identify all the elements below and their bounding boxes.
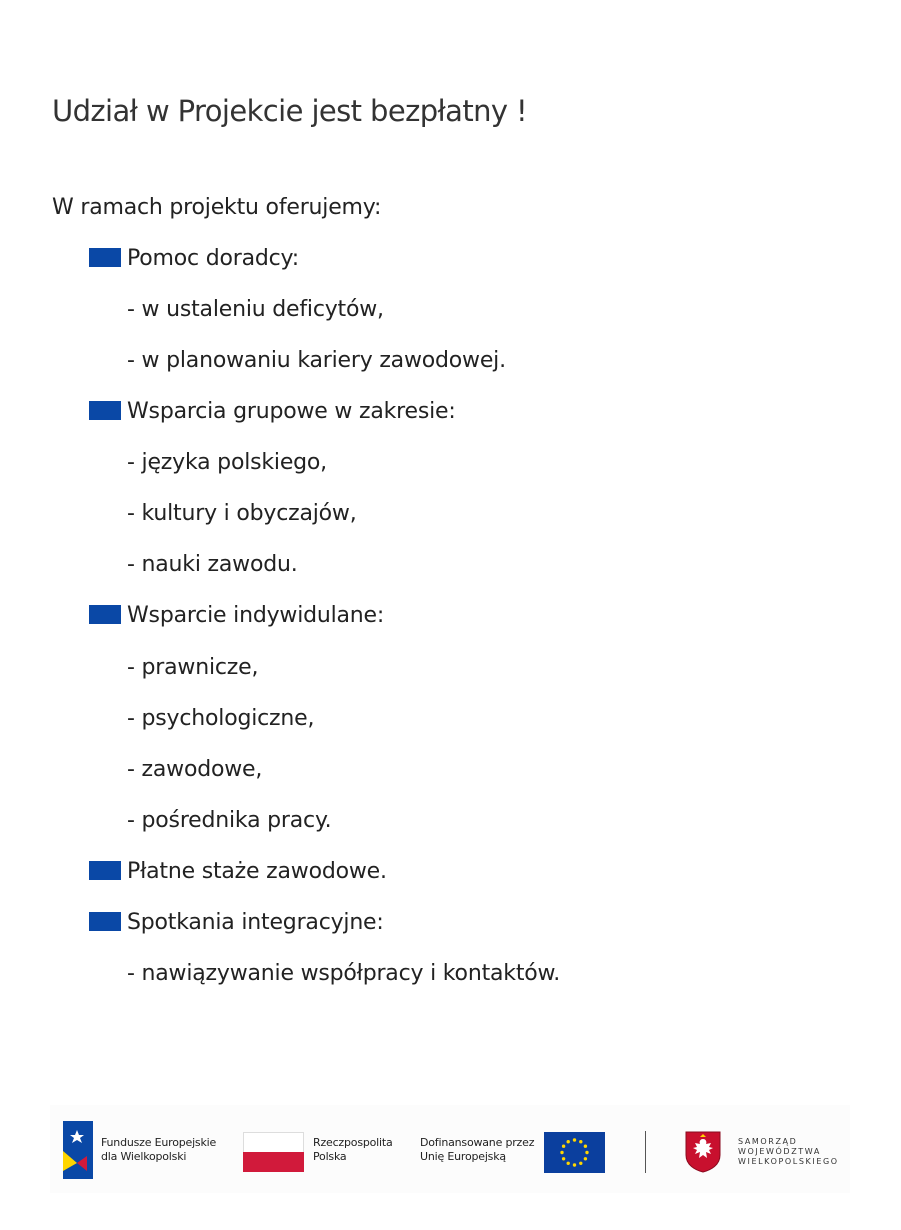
square-bullet-icon xyxy=(89,605,121,624)
square-bullet-icon xyxy=(89,912,121,931)
polish-flag-icon xyxy=(243,1132,304,1172)
rzeczpospolita-label xyxy=(313,1136,393,1164)
eu-line: Unię Europejską xyxy=(420,1150,506,1163)
sub-item: - pośrednika pracy. xyxy=(127,808,332,833)
sub-item: - nawiązywanie współpracy i kontaktów. xyxy=(127,961,561,986)
logo-divider xyxy=(645,1131,646,1173)
square-bullet-icon xyxy=(89,861,121,880)
samorzad-label xyxy=(738,1137,839,1167)
sub-item: - języka polskiego, xyxy=(127,450,327,475)
square-bullet-icon xyxy=(89,248,121,267)
list-item-label: Wsparcia grupowe w zakresie: xyxy=(127,399,456,424)
sw-line: SAMORZĄD xyxy=(738,1137,798,1146)
rp-line: Rzeczpospolita xyxy=(313,1136,393,1149)
fundusze-europejskie-logo-icon xyxy=(63,1121,93,1179)
square-bullet-icon xyxy=(89,401,121,420)
sub-item: - w planowaniu kariery zawodowej. xyxy=(127,348,506,373)
sub-item: - psychologiczne, xyxy=(127,706,315,731)
wielkopolska-crest-icon xyxy=(685,1131,721,1173)
intro-text: W ramach projektu oferujemy: xyxy=(52,195,382,220)
fundusze-europejskie-label xyxy=(101,1136,216,1164)
list-item-label: Płatne staże zawodowe. xyxy=(127,859,387,884)
sub-item: - prawnicze, xyxy=(127,655,259,680)
sw-line: WOJEWÓDZTWA xyxy=(738,1147,821,1156)
sub-item: - kultury i obyczajów, xyxy=(127,501,357,526)
sub-item: - w ustaleniu deficytów, xyxy=(127,297,384,322)
eu-cofunded-label xyxy=(420,1136,534,1164)
list-item-label: Pomoc doradcy: xyxy=(127,246,299,271)
sub-item: - zawodowe, xyxy=(127,757,263,782)
eu-line: Dofinansowane przez xyxy=(420,1136,535,1149)
fe-line: dla Wielkopolski xyxy=(101,1150,187,1163)
list-item-label: Spotkania integracyjne: xyxy=(127,910,384,935)
eu-flag-icon xyxy=(544,1132,605,1173)
rp-line: Polska xyxy=(313,1150,347,1163)
list-item-label: Wsparcie indywidulane: xyxy=(127,603,385,628)
funding-logos-bar xyxy=(50,1105,850,1193)
page-title: Udział w Projekcie jest bezpłatny ! xyxy=(52,94,528,128)
sw-line: WIELKOPOLSKIEGO xyxy=(738,1157,839,1166)
fe-line: Fundusze Europejskie xyxy=(101,1136,217,1149)
sub-item: - nauki zawodu. xyxy=(127,552,298,577)
